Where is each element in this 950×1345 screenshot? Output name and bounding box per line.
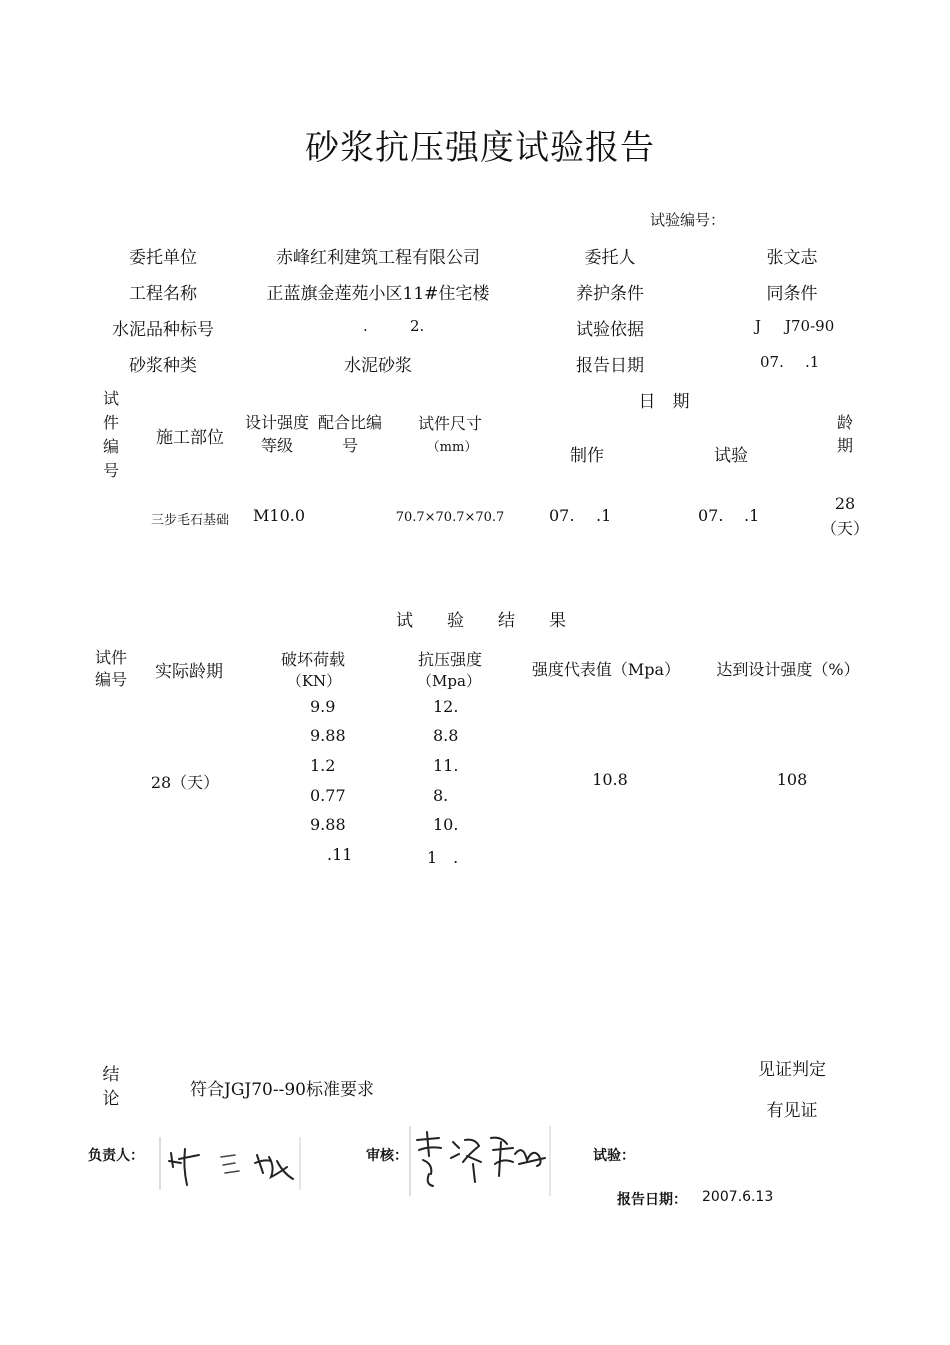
mix-header: 配合比编号 xyxy=(318,413,383,456)
basis-value-b: J70-90 xyxy=(785,317,835,335)
rep-value: 10.8 xyxy=(592,770,628,789)
test-label: 试验： xyxy=(593,1148,635,1164)
strength-value: 8.8 xyxy=(433,726,459,745)
strength-value: 1 . xyxy=(427,848,459,867)
load-value: 9.9 xyxy=(310,697,336,716)
strength-value: 8. xyxy=(433,786,449,805)
date-header: 日 期 xyxy=(638,392,690,412)
witness-label: 见证判定 xyxy=(758,1060,826,1080)
tested-header: 试验 xyxy=(714,446,748,466)
consignor-value: 张文志 xyxy=(766,248,818,268)
made-date-b: .1 xyxy=(596,506,612,525)
results-section-title: 试 验 结 果 xyxy=(396,611,566,631)
client-value: 赤峰红利建筑工程有限公司 xyxy=(276,248,480,268)
grade-value: M10.0 xyxy=(253,506,306,525)
basis-label: 试验依据 xyxy=(576,320,644,340)
load-header-b: （KN） xyxy=(286,672,342,690)
strength-header-b: （Mpa） xyxy=(417,672,481,690)
load-value: 9.88 xyxy=(310,815,346,834)
grade-header: 设计强度等级 xyxy=(245,413,310,456)
review-signature xyxy=(409,1124,551,1196)
consignor-label: 委托人 xyxy=(584,248,636,268)
size-header-a: 试件尺寸 xyxy=(417,414,483,433)
conclusion-text: 符合JGJ70--90标准要求 xyxy=(190,1080,374,1100)
strength-value: 12. xyxy=(433,697,459,716)
load-header-a: 破坏荷载 xyxy=(280,650,346,669)
size-header-b: （mm） xyxy=(426,440,478,455)
age-header: 龄期 xyxy=(836,413,853,456)
tested-date-a: 07. xyxy=(698,506,724,525)
project-label: 工程名称 xyxy=(129,284,197,304)
load-value: 1.2 xyxy=(310,756,336,775)
strength-value: 10. xyxy=(433,815,459,834)
pct-header: 达到设计强度（%） xyxy=(716,660,860,679)
specimen-no-header: 试件编号 xyxy=(102,389,119,480)
page-title: 砂浆抗压强度试验报告 xyxy=(305,128,655,168)
responsible-label: 负责人： xyxy=(88,1148,144,1164)
cement-label: 水泥品种标号 xyxy=(112,320,214,340)
size-value: 70.7×70.7×70.7 xyxy=(395,510,505,525)
footer-report-date-value: 2007.6.13 xyxy=(702,1189,774,1205)
actual-age-header: 实际龄期 xyxy=(155,662,223,682)
responsible-signature xyxy=(159,1133,301,1190)
results-no-header: 试件编号 xyxy=(94,648,127,690)
rep-header: 强度代表值（Mpa） xyxy=(531,660,681,679)
made-date-a: 07. xyxy=(549,506,575,525)
strength-header-a: 抗压强度 xyxy=(417,650,483,669)
tested-date-b: .1 xyxy=(744,506,760,525)
conclusion-label: 结论 xyxy=(102,1065,120,1109)
made-header: 制作 xyxy=(570,446,604,466)
client-label: 委托单位 xyxy=(129,248,197,268)
curing-label: 养护条件 xyxy=(576,284,644,304)
mortar-label: 砂浆种类 xyxy=(129,356,197,376)
curing-value: 同条件 xyxy=(766,284,818,304)
project-value: 正蓝旗金莲苑小区11#住宅楼 xyxy=(266,284,490,304)
mortar-value: 水泥砂浆 xyxy=(344,356,412,376)
pct-value: 108 xyxy=(776,770,808,789)
load-value: 0.77 xyxy=(310,786,346,805)
actual-age-value: 28（天） xyxy=(150,773,220,792)
footer-report-date-label: 报告日期： xyxy=(617,1192,687,1208)
cement-value-a: . xyxy=(363,317,368,335)
location-value: 三步毛石基础 xyxy=(150,513,230,528)
witness-value: 有见证 xyxy=(766,1101,818,1121)
report-date-b: .1 xyxy=(805,353,820,371)
report-date-a: 07. xyxy=(760,353,784,371)
load-value: .11 xyxy=(327,845,353,864)
load-value: 9.88 xyxy=(310,726,346,745)
report-date-label: 报告日期 xyxy=(576,356,644,376)
basis-value-a: J xyxy=(755,317,762,335)
strength-value: 11. xyxy=(433,756,459,775)
location-header: 施工部位 xyxy=(156,428,224,448)
age-value-a: 28 xyxy=(834,494,856,513)
review-label: 审核： xyxy=(366,1148,408,1164)
age-value-b: （天） xyxy=(820,519,870,538)
test-no-label: 试验编号： xyxy=(650,211,726,229)
cement-value-b: 2. xyxy=(410,317,425,335)
